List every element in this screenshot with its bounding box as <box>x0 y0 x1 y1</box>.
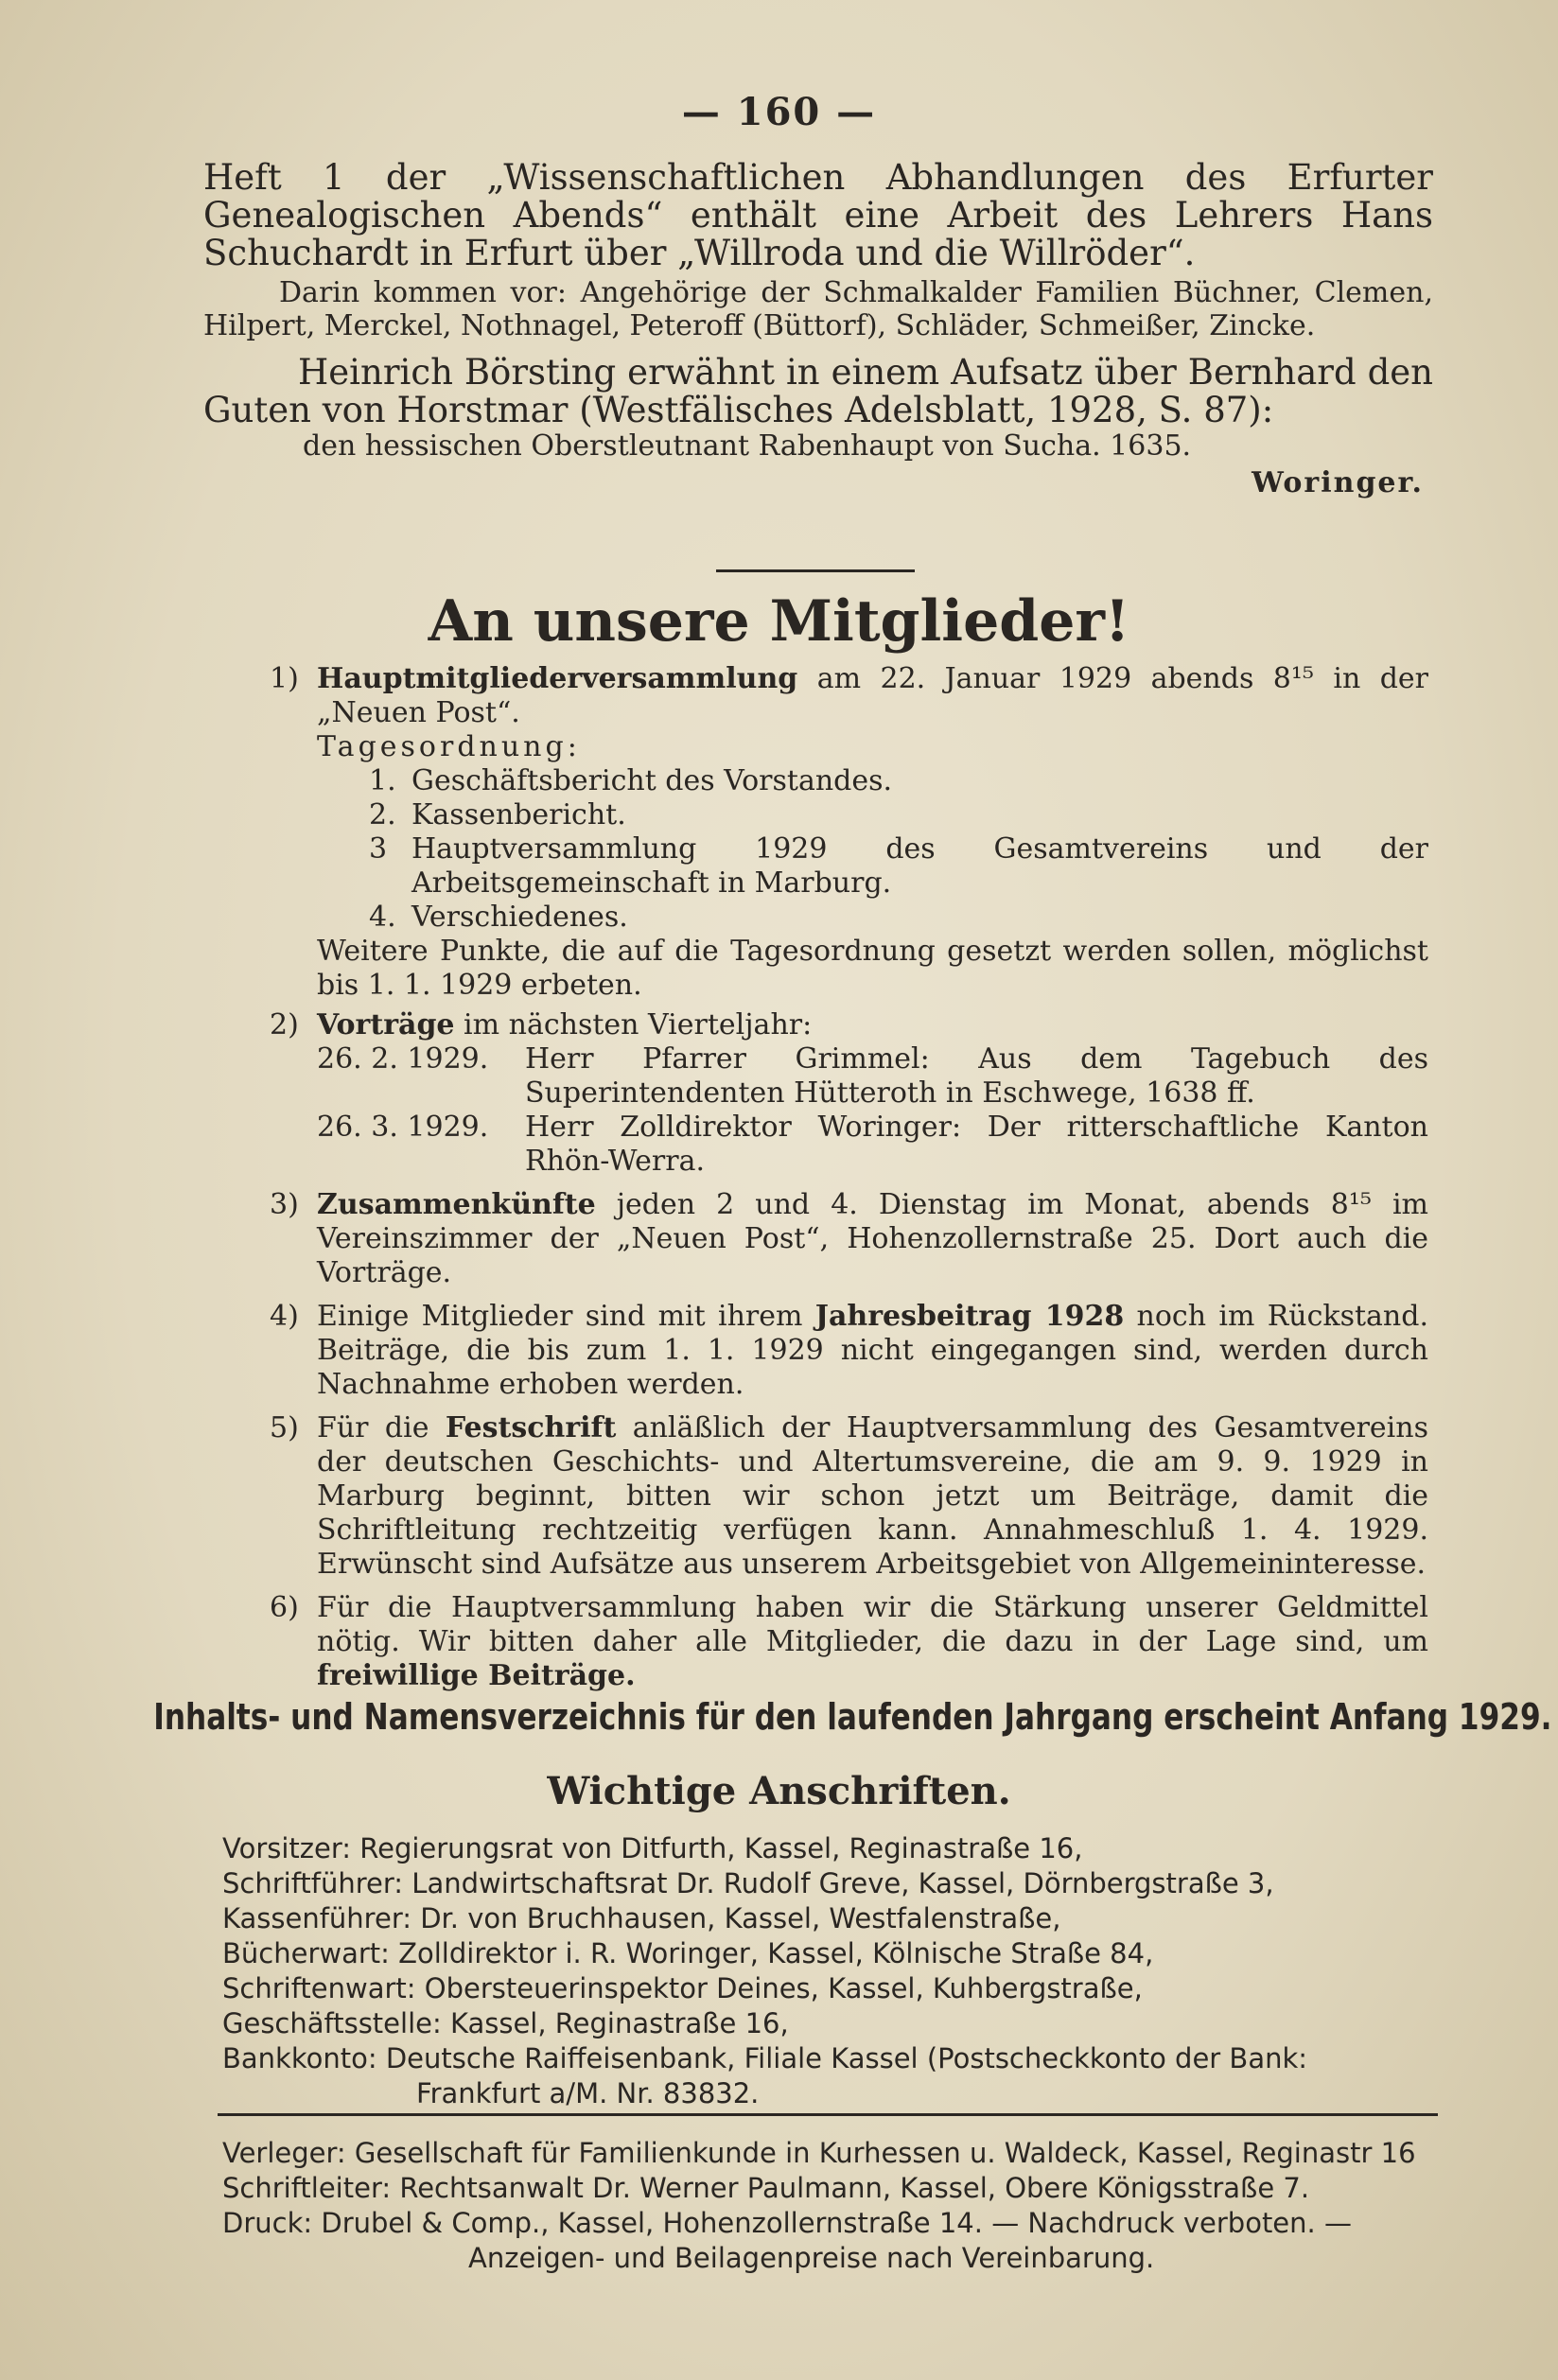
intro-section <box>203 159 1433 499</box>
agenda-item: 3 Hauptversammlung 1929 des Gesamtvereins und der Arbeitsgemeinschaft in Marburg. <box>369 832 1428 900</box>
item-title: Festschrift <box>445 1411 617 1444</box>
address-line: Schriftführer: Landwirtschaftsrat Dr. Rudolf Greve, Kassel, Dörnbergstraße 3, <box>222 1867 1274 1899</box>
list-item <box>270 1300 1428 1402</box>
item-number: 5) <box>270 1411 299 1444</box>
imprint-line: Verleger: Gesellschaft für Familienkunde in Kurhessen u. Waldeck, Kassel, Reginastr 16 <box>222 2137 1416 2169</box>
address-line: Bücherwart: Zolldirektor i. R. Woringer, Kassel, Kölnische Straße 84, <box>222 1937 1154 1969</box>
list-item <box>270 1411 1428 1582</box>
item-number: 1) <box>270 662 299 695</box>
address-line: Bankkonto: Deutsche Raiffeisenbank, Filiale Kassel (Postscheckkonto der Bank: <box>222 2042 1308 2074</box>
intro-paragraph-1: Heft 1 der „Wissenschaftlichen Abhandlungen des Erfurter Genealogischen Abends“ enthält eine Arbeit des Lehrers Hans Schuchardt in Erfurt über „Willroda und die Willröder“. <box>203 157 1433 273</box>
item-pre: Einige Mitglieder sind mit ihrem <box>317 1300 815 1333</box>
address-line: Vorsitzer: Regierungsrat von Ditfurth, Kassel, Reginastraße 16, <box>222 1832 1083 1864</box>
agenda-label: Tagesordnung: <box>317 730 581 763</box>
item-number: 2) <box>270 1008 299 1041</box>
talk-date: 26. 3. 1929. <box>317 1111 489 1144</box>
imprint <box>222 2136 1443 2276</box>
addresses-list <box>222 1831 1443 2111</box>
item-number: 3) <box>270 1188 299 1221</box>
addresses-heading: Wichtige Anschriften. <box>547 1769 1011 1813</box>
list-item <box>270 1008 1428 1179</box>
item-number: 6) <box>270 1591 299 1624</box>
item-title: Vorträge <box>317 1008 455 1041</box>
address-line: Frankfurt a/M. Nr. 83832. <box>416 2077 760 2109</box>
talk-date: 26. 2. 1929. <box>317 1042 489 1076</box>
talk-entry <box>317 1042 1428 1111</box>
item-number: 4) <box>270 1300 299 1333</box>
imprint-line: Schriftleiter: Rechtsanwalt Dr. Werner Paulmann, Kassel, Obere Königsstraße 7. <box>222 2172 1310 2204</box>
item-title: Zusammenkünfte <box>317 1188 596 1221</box>
index-notice: Inhalts- und Namensverzeichnis für den laufenden Jahrgang erscheint Anfang 1929. <box>153 1696 1552 1738</box>
members-heading: An unsere Mitglieder! <box>428 588 1130 655</box>
page-number: — 160 — <box>681 90 877 134</box>
agenda-further: Weitere Punkte, die auf die Tagesordnung gesetzt werden sollen, möglichst bis 1. 1. 1929 erbeten. <box>317 935 1428 1002</box>
imprint-line: Druck: Drubel & Comp., Kassel, Hohenzollernstraße 14. — Nachdruck verboten. — <box>222 2207 1352 2239</box>
item-title: freiwillige Beiträge. <box>317 1659 636 1692</box>
agenda-item: 1. Geschäftsbericht des Vorstandes. <box>369 764 893 797</box>
list-item <box>270 1188 1428 1290</box>
list-item <box>270 662 1428 1003</box>
agenda-item: 4. Verschiedenes. <box>369 901 628 934</box>
item-title: Jahresbeitrag 1928 <box>814 1300 1125 1333</box>
index-notice-wrap <box>0 1695 1558 1739</box>
address-line: Kassenführer: Dr. von Bruchhausen, Kassel, Westfalenstraße, <box>222 1902 1061 1934</box>
address-line: Geschäftsstelle: Kassel, Reginastraße 16, <box>222 2007 789 2039</box>
talk-text: Herr Zolldirektor Woringer: Der ritterschaftliche Kanton Rhön-Werra. <box>525 1111 1428 1178</box>
imprint-line: Anzeigen- und Beilagenpreise nach Vereinbarung. <box>468 2242 1155 2274</box>
intro-paragraph-3: Heinrich Börsting erwähnt in einem Aufsatz über Bernhard den Guten von Horstmar (Westfälisches Adelsblatt, 1928, S. 87): <box>203 352 1433 430</box>
intro-paragraph-2: Darin kommen vor: Angehörige der Schmalkalder Familien Büchner, Clemen, Hilpert, Merckel, Nothnagel, Peteroff (Büttorf), Schläder, Schmeißer, Zincke. <box>203 276 1433 342</box>
members-list <box>270 662 1428 1693</box>
item-text: am 22. Januar 1929 abends 8¹⁵ in der „Neuen Post“. <box>317 662 1428 729</box>
list-item <box>270 1591 1428 1693</box>
divider-short <box>716 569 915 572</box>
item-title: Hauptmitgliederversammlung <box>317 662 798 695</box>
address-line: Schriftenwart: Obersteuerinspektor Deines, Kassel, Kuhbergstraße, <box>222 1972 1143 2004</box>
talk-text: Herr Pfarrer Grimmel: Aus dem Tagebuch des Superintendenten Hütteroth in Eschwege, 1638 ff. <box>525 1042 1428 1110</box>
agenda-item: 2. Kassenbericht. <box>369 798 626 831</box>
item-pre: Für die <box>317 1411 446 1444</box>
divider-full <box>218 2113 1438 2116</box>
item-text: noch im Rückstand. Beiträge, die bis zum 1. 1. 1929 nicht eingegangen sind, werden durch Nachnahme erhoben werden. <box>317 1300 1428 1401</box>
item-text: jeden 2 und 4. Dienstag im Monat, abends 8¹⁵ im Vereinszimmer der „Neuen Post“, Hohenzollernstraße 25. Dort auch die Vorträge. <box>317 1188 1428 1289</box>
intro-paragraph-4: den hessischen Oberstleutnant Rabenhaupt von Sucha. 1635. <box>303 429 1192 463</box>
talk-entry <box>317 1111 1428 1179</box>
signature: Woringer. <box>1252 466 1424 499</box>
item-text: anläßlich der Hauptversammlung des Gesamtvereins der deutschen Geschichts- und Altertumsvereine, die am 9. 9. 1929 in Marburg beginnt, bitten wir schon jetzt um Beiträge, damit die Schriftleitung rechtzeitig verfügen kann. Annahmeschluß 1. 4. 1929. Erwünscht sind Aufsätze aus unserem Arbeitsgebiet von Allgemeininteresse. <box>317 1411 1428 1581</box>
item-text: im nächsten Vierteljahr: <box>454 1008 813 1041</box>
item-text: Für die Hauptversammlung haben wir die Stärkung unserer Geldmittel nötig. Wir bitten daher alle Mitglieder, die dazu in der Lage sind, um <box>317 1591 1428 1658</box>
